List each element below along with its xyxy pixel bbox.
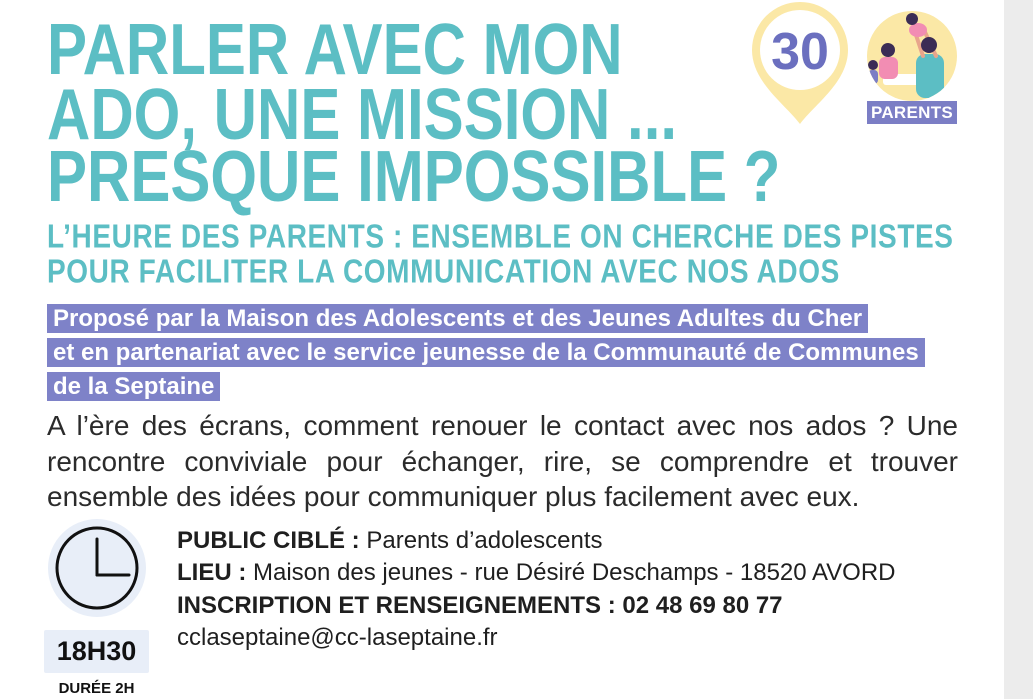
target-audience bbox=[177, 525, 896, 557]
title-line-2: ADO, UNE MISSION ... bbox=[47, 74, 678, 155]
location-label: LIEU : bbox=[177, 559, 247, 587]
family-illustration-icon bbox=[867, 11, 957, 101]
start-time: 18H30 bbox=[44, 630, 149, 673]
description-line: ensemble des idées pour communiquer plus facilement avec eux. bbox=[47, 481, 860, 512]
partner-text: Proposé par la Maison des Adolescents et des Jeunes Adultes du Cher bbox=[47, 304, 868, 333]
event-details bbox=[177, 525, 896, 654]
partner-text: de la Septaine bbox=[47, 372, 220, 401]
subtitle-line-2: POUR FACILITER LA COMMUNICATION AVEC NOS ADOS bbox=[47, 252, 840, 290]
location-value: Maison des jeunes - rue Désiré Deschamps - 18520 AVORD bbox=[253, 559, 896, 587]
partner-line bbox=[47, 302, 925, 336]
target-audience-value: Parents d’adolescents bbox=[366, 527, 603, 554]
description-line: A l’ère des écrans, comment renouer le contact avec nos ados ? Une bbox=[47, 410, 958, 441]
registration-phone: 02 48 69 80 77 bbox=[622, 591, 783, 619]
page-edge bbox=[1004, 0, 1033, 699]
description bbox=[47, 408, 958, 515]
registration-label: INSCRIPTION ET RENSEIGNEMENTS : bbox=[177, 591, 616, 619]
partner-text: et en partenariat avec le service jeunesse de la Communauté de Communes bbox=[47, 338, 925, 367]
clock-icon bbox=[48, 519, 146, 617]
location bbox=[177, 557, 896, 589]
audience-label: PARENTS bbox=[867, 101, 957, 124]
target-audience-label: PUBLIC CIBLÉ : bbox=[177, 527, 360, 554]
partners-block bbox=[47, 302, 925, 404]
registration bbox=[177, 590, 896, 622]
duration: DURÉE 2H bbox=[58, 680, 135, 697]
partner-line bbox=[47, 336, 925, 370]
subtitle-line-1: L’HEURE DES PARENTS : ENSEMBLE ON CHERCHE DES PISTES bbox=[47, 217, 954, 255]
badge-number: 30 bbox=[771, 23, 829, 81]
partner-line bbox=[47, 370, 925, 404]
map-pin-badge-icon bbox=[752, 2, 848, 124]
contact-email: cclaseptaine@cc-laseptaine.fr bbox=[177, 623, 498, 651]
description-line: rencontre conviviale pour échanger, rire, se comprendre et trouver bbox=[47, 445, 958, 477]
title-line-3: PRESQUE IMPOSSIBLE ? bbox=[47, 136, 781, 217]
title-line-1: PARLER AVEC MON bbox=[47, 9, 623, 90]
